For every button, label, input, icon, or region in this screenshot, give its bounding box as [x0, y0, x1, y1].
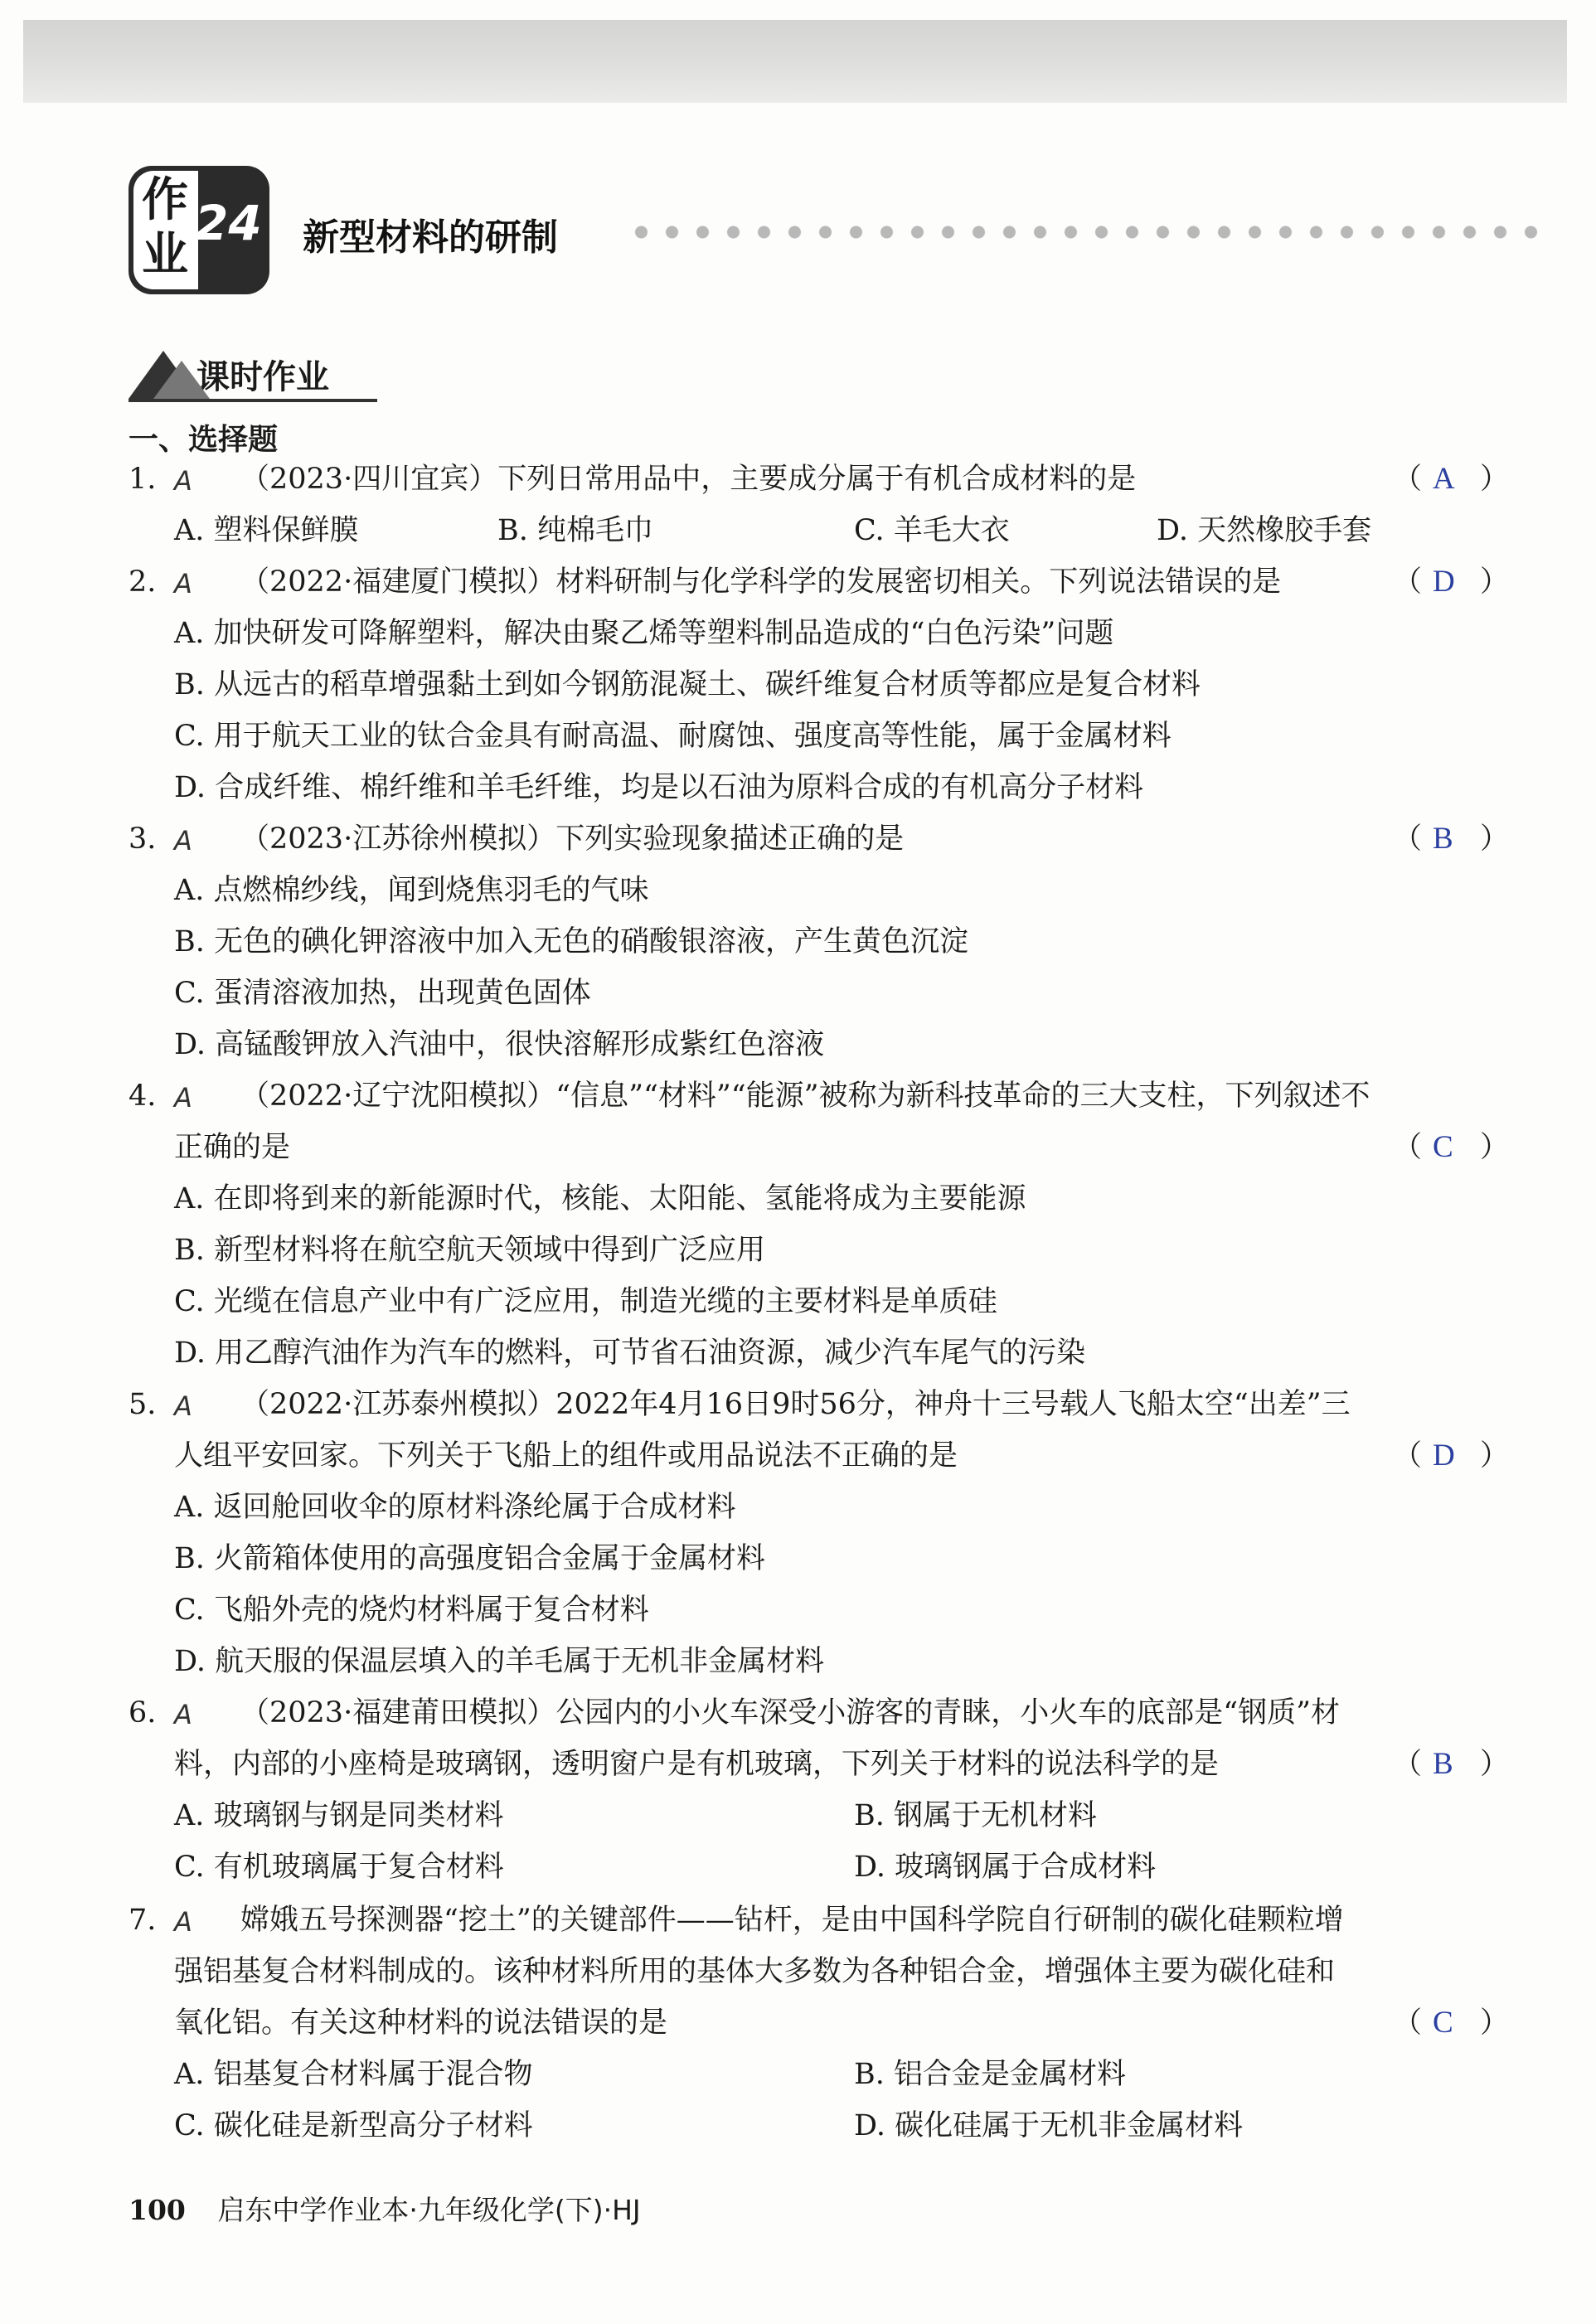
- option-c: C. 羊毛大衣: [854, 514, 1010, 547]
- difficulty-level: A: [174, 1699, 192, 1730]
- answer-value: C: [1433, 1130, 1453, 1164]
- question-number: 5.: [129, 1388, 157, 1421]
- difficulty-level: A: [174, 465, 192, 497]
- question-number: 1.: [129, 463, 157, 496]
- question-stem: （2023·江苏徐州模拟）下列实验现象描述正确的是: [240, 822, 905, 856]
- question-stem-line-2: 人组平安回家。下列关于飞船上的组件或用品说法不正确的是: [174, 1439, 958, 1473]
- option-a: A. 点燃棉纱线，闻到烧焦羽毛的气味: [174, 874, 649, 907]
- scan-top-band: [23, 20, 1567, 103]
- option-d: D. 航天服的保温层填入的羊毛属于无机非金属材料: [174, 1645, 825, 1678]
- answer-value: D: [1433, 565, 1455, 599]
- book-title: 启东中学作业本·九年级化学(下)·HJ: [217, 2194, 641, 2226]
- option-d: D. 高锰酸钾放入汽油中，很快溶解形成紫红色溶液: [174, 1028, 825, 1061]
- question-number: 7.: [129, 1904, 157, 1937]
- page-footer: [129, 2189, 641, 2228]
- option-a: A. 在即将到来的新能源时代，核能、太阳能、氢能将成为主要能源: [174, 1182, 1026, 1215]
- question-stem-line-2: 料，内部的小座椅是玻璃钢，透明窗户是有机玻璃，下列关于材料的说法科学的是: [174, 1748, 1220, 1781]
- answer-value: B: [1433, 1747, 1453, 1781]
- option-a: A. 返回舱回收伞的原材料涤纶属于合成材料: [174, 1491, 736, 1524]
- option-a: A. 玻璃钢与钢是同类材料: [174, 1799, 504, 1832]
- answer-value: D: [1433, 1439, 1455, 1473]
- option-a: A. 铝基复合材料属于混合物: [174, 2058, 533, 2091]
- option-c: C. 碳化硅是新型高分子材料: [174, 2109, 533, 2142]
- part-title: 一、选择题: [129, 423, 279, 457]
- option-a: A. 加快研发可降解塑料，解决由聚乙烯等塑料制品造成的“白色污染”问题: [174, 617, 1114, 650]
- option-b: B. 纯棉毛巾: [497, 514, 653, 547]
- option-b: B. 铝合金是金属材料: [854, 2058, 1126, 2091]
- question-stem: （2023·福建莆田模拟）公园内的小火车深受小游客的青睐，小火车的底部是“钢质”材: [240, 1696, 1340, 1730]
- question-stem-line-2: 正确的是: [174, 1131, 291, 1164]
- option-c: C. 用于航天工业的钛合金具有耐高温、耐腐蚀、强度高等性能，属于金属材料: [174, 720, 1172, 753]
- difficulty-level: A: [174, 1082, 192, 1113]
- option-b: B. 钢属于无机材料: [854, 1799, 1097, 1832]
- question-stem-line-3: 氧化铝。有关这种材料的说法错误的是: [174, 2006, 668, 2040]
- option-d: D. 碳化硅属于无机非金属材料: [854, 2109, 1244, 2142]
- question-stem: （2022·福建厦门模拟）材料研制与化学科学的发展密切相关。下列说法错误的是: [240, 565, 1282, 599]
- badge-number: 24: [195, 195, 262, 251]
- badge-top-char: 作: [142, 173, 188, 227]
- page-number: 100: [129, 2194, 186, 2226]
- section-heading: [129, 336, 386, 410]
- option-c: C. 光缆在信息产业中有广泛应用，制造光缆的主要材料是单质硅: [174, 1285, 997, 1318]
- option-c: C. 飞船外壳的烧灼材料属于复合材料: [174, 1594, 649, 1627]
- section-underline: [129, 399, 377, 402]
- question-stem: （2022·辽宁沈阳模拟）“信息”“材料”“能源”被称为新科技革命的三大支柱，下列叙述不: [240, 1080, 1370, 1113]
- option-d: D. 玻璃钢属于合成材料: [854, 1851, 1157, 1884]
- option-d: D. 用乙醇汽油作为汽车的燃料，可节省石油资源，减少汽车尾气的污染: [174, 1337, 1086, 1370]
- option-d: D. 天然橡胶手套: [1157, 514, 1372, 547]
- question-number: 2.: [129, 565, 157, 599]
- answer-value: A: [1433, 462, 1455, 496]
- difficulty-level: A: [174, 568, 192, 599]
- question-stem: （2023·四川宜宾）下列日常用品中，主要成分属于有机合成材料的是: [240, 463, 1137, 496]
- badge-bottom-char: 业: [142, 228, 188, 282]
- question-stem: 嫦娥五号探测器“挖土”的关键部件——钻杆，是由中国科学院自行研制的碳化硅颗粒增: [240, 1904, 1344, 1937]
- option-b: B. 火箭箱体使用的高强度铝合金属于金属材料: [174, 1542, 765, 1575]
- option-b: B. 从远古的稻草增强黏土到如今钢筋混凝土、碳纤维复合材质等都应是复合材料: [174, 668, 1201, 701]
- section-title: 课时作业: [196, 358, 329, 396]
- lesson-header: [129, 166, 1555, 298]
- lesson-title: 新型材料的研制: [303, 216, 558, 259]
- difficulty-level: A: [174, 1906, 192, 1938]
- option-b: B. 新型材料将在航空航天领域中得到广泛应用: [174, 1234, 765, 1267]
- question-stem: （2022·江苏泰州模拟）2022年4月16日9时56分，神舟十三号载人飞船太空“出差”三: [240, 1388, 1351, 1421]
- difficulty-level: A: [174, 1390, 192, 1422]
- option-d: D. 合成纤维、棉纤维和羊毛纤维，均是以石油为原料合成的有机高分子材料: [174, 771, 1144, 804]
- option-a: A. 塑料保鲜膜: [174, 514, 359, 547]
- question-number: 6.: [129, 1696, 157, 1730]
- question-number: 4.: [129, 1080, 157, 1113]
- question-stem-line-2: 强铝基复合材料制成的。该种材料所用的基体大多数为各种铝合金，增强体主要为碳化硅和: [174, 1955, 1336, 1988]
- answer-value: C: [1433, 2006, 1453, 2040]
- option-c: C. 蛋清溶液加热，出现黄色固体: [174, 977, 591, 1010]
- question-number: 3.: [129, 822, 157, 856]
- lesson-badge: [129, 166, 269, 294]
- option-c: C. 有机玻璃属于复合材料: [174, 1851, 504, 1884]
- option-b: B. 无色的碘化钾溶液中加入无色的硝酸银溶液，产生黄色沉淀: [174, 925, 968, 958]
- answer-value: B: [1433, 822, 1453, 856]
- difficulty-level: A: [174, 825, 192, 856]
- decorative-dots: [626, 224, 1546, 240]
